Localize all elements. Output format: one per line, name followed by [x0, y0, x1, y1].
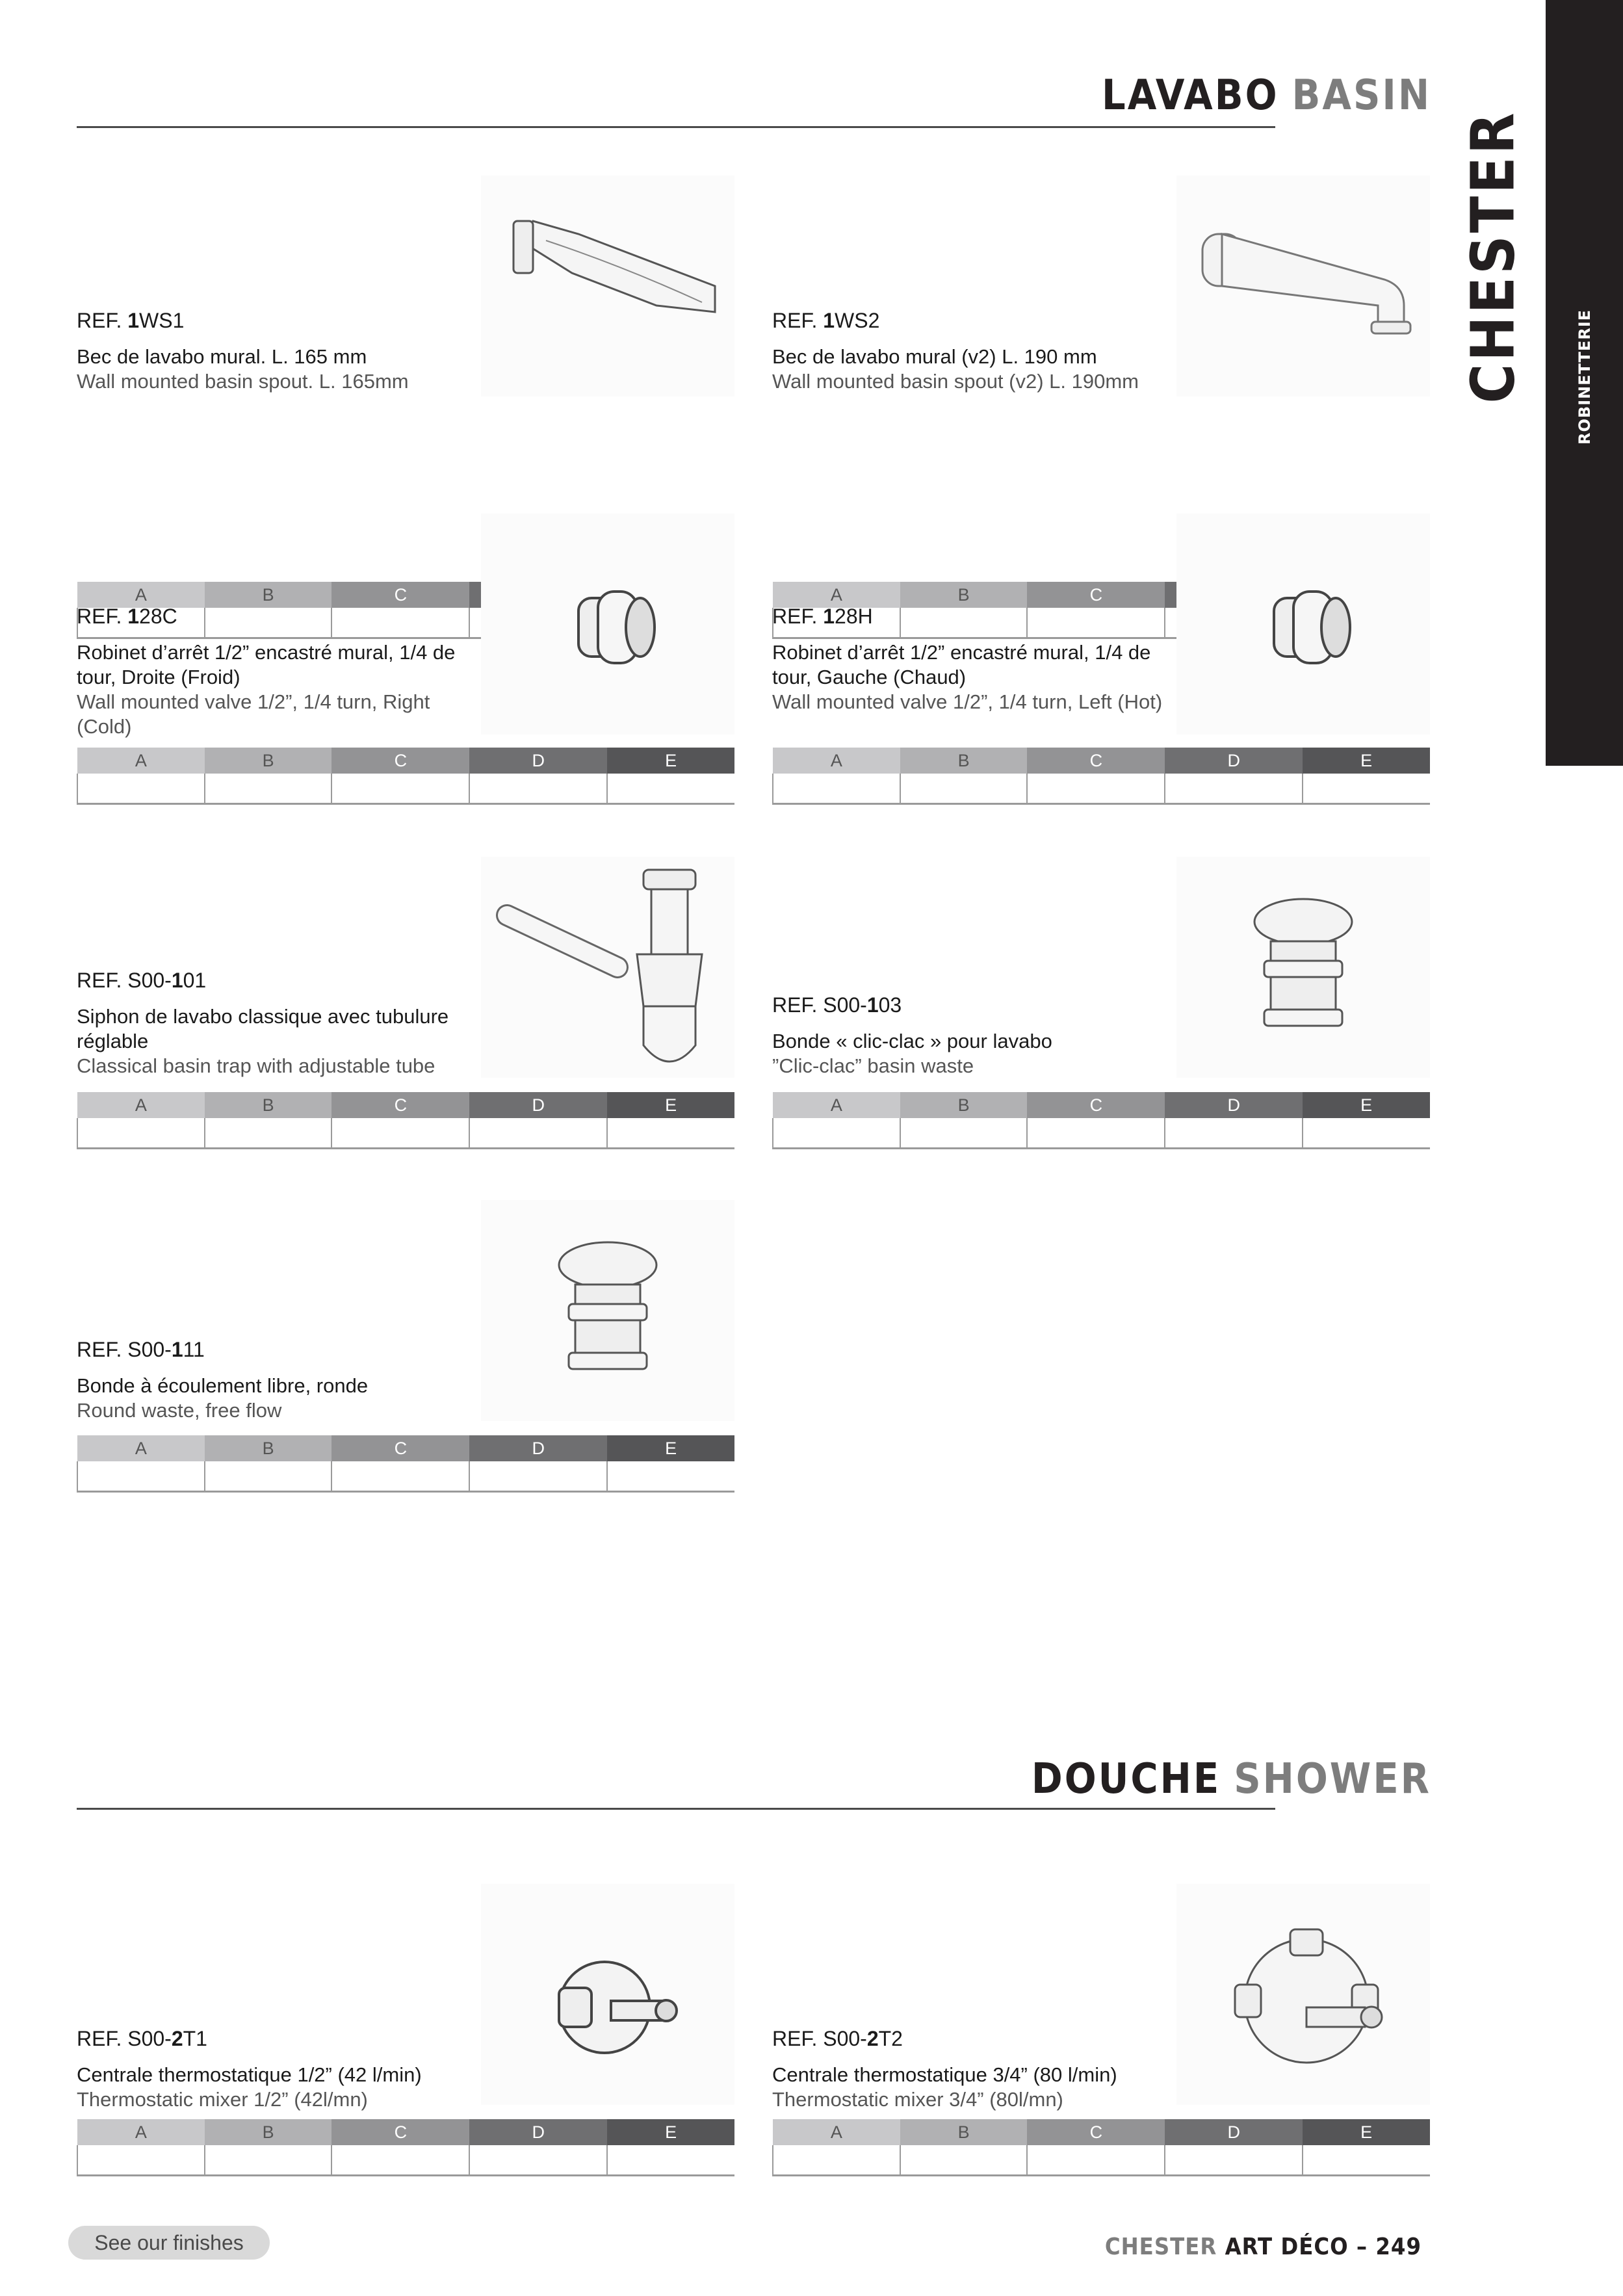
product-description-en: Thermostatic mixer 3/4” (80l/mn) — [772, 2088, 1063, 2111]
product-ref: REF. 128H — [772, 605, 873, 628]
product-illustration-icon — [1176, 1884, 1430, 2105]
product-image — [481, 1884, 734, 2105]
product-image — [481, 1200, 734, 1421]
finish-header: B — [900, 582, 1028, 608]
product-description-fr: Centrale thermostatique 3/4” (80 l/min) — [772, 2063, 1117, 2086]
finish-header: E — [1303, 2119, 1430, 2145]
product-description-en: Thermostatic mixer 1/2” (42l/mn) — [77, 2088, 368, 2111]
finish-header: D — [469, 1092, 607, 1118]
finish-header: E — [1303, 1092, 1430, 1118]
product-description-fr: Centrale thermostatique 1/2” (42 l/min) — [77, 2063, 422, 2086]
product-description-en: ”Clic-clac” basin waste — [772, 1054, 974, 1077]
product-description-fr: Bec de lavabo mural. L. 165 mm — [77, 345, 367, 368]
finish-header: A — [773, 1092, 900, 1118]
section-title-shower: DOUCHE SHOWER — [1031, 1755, 1431, 1803]
finish-header: D — [469, 748, 607, 774]
finish-header: E — [607, 1092, 734, 1118]
finish-header: C — [1027, 582, 1165, 608]
finish-cell[interactable] — [77, 1118, 205, 1148]
product-description-fr: Siphon de lavabo classique avec tubulure réglable — [77, 1005, 449, 1052]
finish-cell[interactable] — [205, 1118, 332, 1148]
product-illustration-icon — [481, 1200, 734, 1421]
finish-header: B — [900, 2119, 1028, 2145]
product-illustration-icon — [1176, 176, 1430, 397]
finish-header: A — [77, 2119, 205, 2145]
finish-cell[interactable] — [205, 2145, 332, 2175]
finish-table — [77, 2119, 734, 2176]
finish-header: E — [607, 1435, 734, 1461]
product-description-fr: Bec de lavabo mural (v2) L. 190 mm — [772, 345, 1097, 368]
product-illustration-icon — [1176, 857, 1430, 1078]
finish-header: E — [607, 2119, 734, 2145]
finish-table — [77, 1092, 734, 1149]
finish-table — [772, 748, 1430, 805]
finish-header: B — [205, 2119, 332, 2145]
finish-header: A — [77, 748, 205, 774]
finish-header: D — [469, 2119, 607, 2145]
product-ref: REF. S00-111 — [77, 1338, 205, 1361]
finish-cell[interactable] — [469, 1461, 607, 1491]
finish-header: C — [1027, 1092, 1165, 1118]
section-rule — [77, 1808, 1275, 1810]
finish-header: C — [331, 2119, 469, 2145]
finish-header: B — [205, 1092, 332, 1118]
finish-header: C — [1027, 748, 1165, 774]
finish-header: A — [77, 1092, 205, 1118]
product-image — [1176, 176, 1430, 397]
finish-cell[interactable] — [331, 774, 469, 803]
finish-cell[interactable] — [1027, 774, 1165, 803]
finish-cell[interactable] — [205, 1461, 332, 1491]
finish-header: C — [331, 582, 469, 608]
finish-header: D — [1165, 2119, 1303, 2145]
finish-header: C — [331, 748, 469, 774]
finish-header: B — [205, 582, 332, 608]
finish-cell[interactable] — [205, 774, 332, 803]
finish-cell[interactable] — [1303, 774, 1430, 803]
finish-header: C — [331, 1435, 469, 1461]
finish-header: A — [77, 1435, 205, 1461]
finish-header: C — [1027, 2119, 1165, 2145]
section-title-basin: LAVABO BASIN — [1102, 72, 1431, 120]
finish-cell[interactable] — [1027, 1118, 1165, 1148]
finish-header: D — [469, 1435, 607, 1461]
finish-cell[interactable] — [607, 774, 734, 803]
finish-cell[interactable] — [331, 1461, 469, 1491]
page-footer: CHESTER ART DÉCO – 249 — [1104, 2234, 1422, 2260]
product-illustration-icon — [481, 1884, 734, 2105]
product-description-fr: Bonde à écoulement libre, ronde — [77, 1374, 369, 1397]
product-ref: REF. S00-2T2 — [772, 2027, 903, 2050]
finish-header: D — [1165, 1092, 1303, 1118]
product-illustration-icon — [481, 514, 734, 735]
finish-cell[interactable] — [469, 1118, 607, 1148]
product-description-fr: Robinet d’arrêt 1/2” encastré mural, 1/4 de tour, Gauche (Chaud) — [772, 641, 1151, 688]
product-ref: REF. 1WS1 — [77, 309, 185, 332]
product-ref: REF. S00-101 — [77, 969, 207, 992]
product-illustration-icon — [481, 857, 734, 1078]
see-finishes-button[interactable]: See our finishes — [68, 2226, 270, 2260]
finish-cell[interactable] — [77, 1461, 205, 1491]
product-ref: REF. S00-2T1 — [77, 2027, 207, 2050]
product-image — [481, 176, 734, 397]
finish-header: B — [205, 1435, 332, 1461]
finish-header: B — [900, 748, 1028, 774]
finish-header: B — [205, 748, 332, 774]
finish-cell[interactable] — [77, 774, 205, 803]
finish-cell[interactable] — [77, 2145, 205, 2175]
product-description-fr: Robinet d’arrêt 1/2” encastré mural, 1/4 de tour, Droite (Froid) — [77, 641, 456, 688]
finish-cell[interactable] — [469, 2145, 607, 2175]
finish-cell[interactable] — [1027, 2145, 1165, 2175]
finish-table — [772, 1092, 1430, 1149]
finish-cell[interactable] — [607, 1461, 734, 1491]
finish-cell[interactable] — [900, 774, 1028, 803]
product-description-en: Round waste, free flow — [77, 1399, 282, 1422]
product-image — [1176, 857, 1430, 1078]
product-illustration-icon — [1176, 514, 1430, 735]
section-rule — [77, 126, 1275, 128]
finish-header: A — [773, 2119, 900, 2145]
finish-table — [77, 1435, 734, 1493]
side-brand: CHESTER — [1458, 110, 1528, 404]
product-image — [1176, 514, 1430, 735]
product-image — [481, 857, 734, 1078]
finish-header: D — [1165, 748, 1303, 774]
finish-cell[interactable] — [1165, 1118, 1303, 1148]
finish-header: B — [900, 1092, 1028, 1118]
product-description-en: Classical basin trap with adjustable tube — [77, 1054, 435, 1077]
product-description-en: Wall mounted basin spout. L. 165mm — [77, 370, 409, 393]
finish-cell[interactable] — [1165, 2145, 1303, 2175]
finish-header: A — [773, 748, 900, 774]
finish-header: E — [1303, 748, 1430, 774]
product-illustration-icon — [481, 176, 734, 397]
finish-cell[interactable] — [607, 2145, 734, 2175]
finish-header: A — [773, 582, 900, 608]
finish-header: A — [77, 582, 205, 608]
finish-cell[interactable] — [469, 774, 607, 803]
finish-header: C — [331, 1092, 469, 1118]
finish-cell[interactable] — [1303, 1118, 1430, 1148]
product-description-en: Wall mounted valve 1/2”, 1/4 turn, Right (Cold) — [77, 690, 430, 738]
finish-cell[interactable] — [773, 1118, 900, 1148]
finish-cell[interactable] — [331, 2145, 469, 2175]
finish-header: E — [607, 748, 734, 774]
finish-cell[interactable] — [900, 1118, 1028, 1148]
finish-cell[interactable] — [773, 2145, 900, 2175]
product-ref: REF. 128C — [77, 605, 177, 628]
product-ref: REF. S00-103 — [772, 993, 902, 1017]
finish-table — [77, 748, 734, 805]
product-image — [481, 514, 734, 735]
finish-cell[interactable] — [1165, 774, 1303, 803]
product-description-fr: Bonde « clic-clac » pour lavabo — [772, 1030, 1052, 1052]
finish-cell[interactable] — [773, 774, 900, 803]
product-description-en: Wall mounted valve 1/2”, 1/4 turn, Left (Hot) — [772, 690, 1163, 713]
side-category: ROBINETTERIE — [1575, 309, 1594, 445]
product-description-en: Wall mounted basin spout (v2) L. 190mm — [772, 370, 1139, 393]
product-image — [1176, 1884, 1430, 2105]
finish-cell[interactable] — [331, 1118, 469, 1148]
finish-table — [772, 2119, 1430, 2176]
finish-cell[interactable] — [1303, 2145, 1430, 2175]
product-ref: REF. 1WS2 — [772, 309, 880, 332]
finish-cell[interactable] — [607, 1118, 734, 1148]
finish-cell[interactable] — [900, 2145, 1028, 2175]
